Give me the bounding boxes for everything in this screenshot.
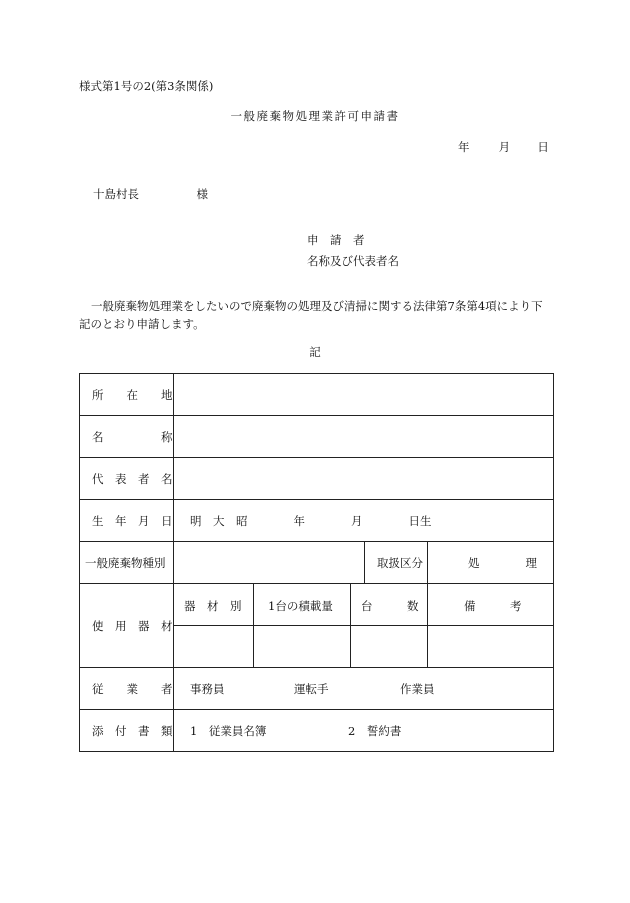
attachment-roster: 1 従業員名簿 — [190, 723, 267, 738]
applicant-label: 申 請 者 — [307, 233, 365, 247]
equip-header-type: 器 材 別 — [174, 584, 254, 626]
application-form-table — [79, 373, 554, 752]
staff-field[interactable] — [174, 668, 554, 710]
handling-value: 処 理 — [428, 542, 554, 584]
representative-label: 代 表 者 名 — [80, 458, 174, 500]
equip-header-capacity: 1台の積載量 — [254, 584, 351, 626]
attachments-label: 添 付 書 類 — [80, 710, 174, 752]
addressee: 十島村長 様 — [93, 187, 208, 201]
representative-field[interactable] — [174, 458, 554, 500]
handling-label: 取扱区分 — [365, 542, 428, 584]
table-row — [80, 584, 554, 626]
body-text: 一般廃棄物処理業をしたいので廃棄物の処理及び清掃に関する法律第7条第4項により下記のとおり申請します。 — [79, 299, 543, 331]
date-year: 年 — [458, 140, 470, 154]
equip-header-notes: 備 考 — [428, 584, 554, 626]
table-row — [80, 668, 554, 710]
equip-count-field[interactable] — [351, 626, 428, 668]
table-row — [80, 710, 554, 752]
document-title: 一般廃棄物処理業許可申請書 — [230, 109, 400, 123]
staff-label: 従 業 者 — [80, 668, 174, 710]
birth-label: 生 年 月 日 — [80, 500, 174, 542]
name-field[interactable] — [174, 416, 554, 458]
waste-type-label: 一般廃棄物種別 — [80, 542, 174, 584]
table-row — [80, 542, 554, 584]
table-row — [80, 500, 554, 542]
location-field[interactable] — [174, 374, 554, 416]
table-row — [80, 458, 554, 500]
date-month: 月 — [498, 140, 511, 154]
date-line — [458, 139, 549, 155]
equipment-label: 使 用 器 材 — [80, 584, 174, 668]
form-code: 様式第1号の2(第3条関係) — [79, 79, 214, 93]
equip-capacity-field[interactable] — [254, 626, 351, 668]
table-row — [80, 416, 554, 458]
equip-type-field[interactable] — [174, 626, 254, 668]
attachment-pledge: 2 誓約書 — [348, 723, 402, 738]
location-label: 所 在 地 — [80, 374, 174, 416]
staff-driver: 運転手 — [294, 681, 329, 696]
staff-worker: 作業員 — [400, 681, 435, 696]
attachments-field[interactable] — [174, 710, 554, 752]
birth-field[interactable]: 明 大 昭 年 月 日生 — [174, 500, 554, 542]
name-label: 名 称 — [80, 416, 174, 458]
ki-heading: 記 — [309, 345, 321, 359]
staff-clerk: 事務員 — [190, 681, 225, 696]
date-day: 日 — [537, 140, 549, 154]
equip-notes-field[interactable] — [428, 626, 554, 668]
waste-type-field[interactable] — [174, 542, 365, 584]
applicant-name-label: 名称及び代表者名 — [307, 254, 399, 268]
table-row — [80, 374, 554, 416]
equip-header-count: 台 数 — [351, 584, 428, 626]
